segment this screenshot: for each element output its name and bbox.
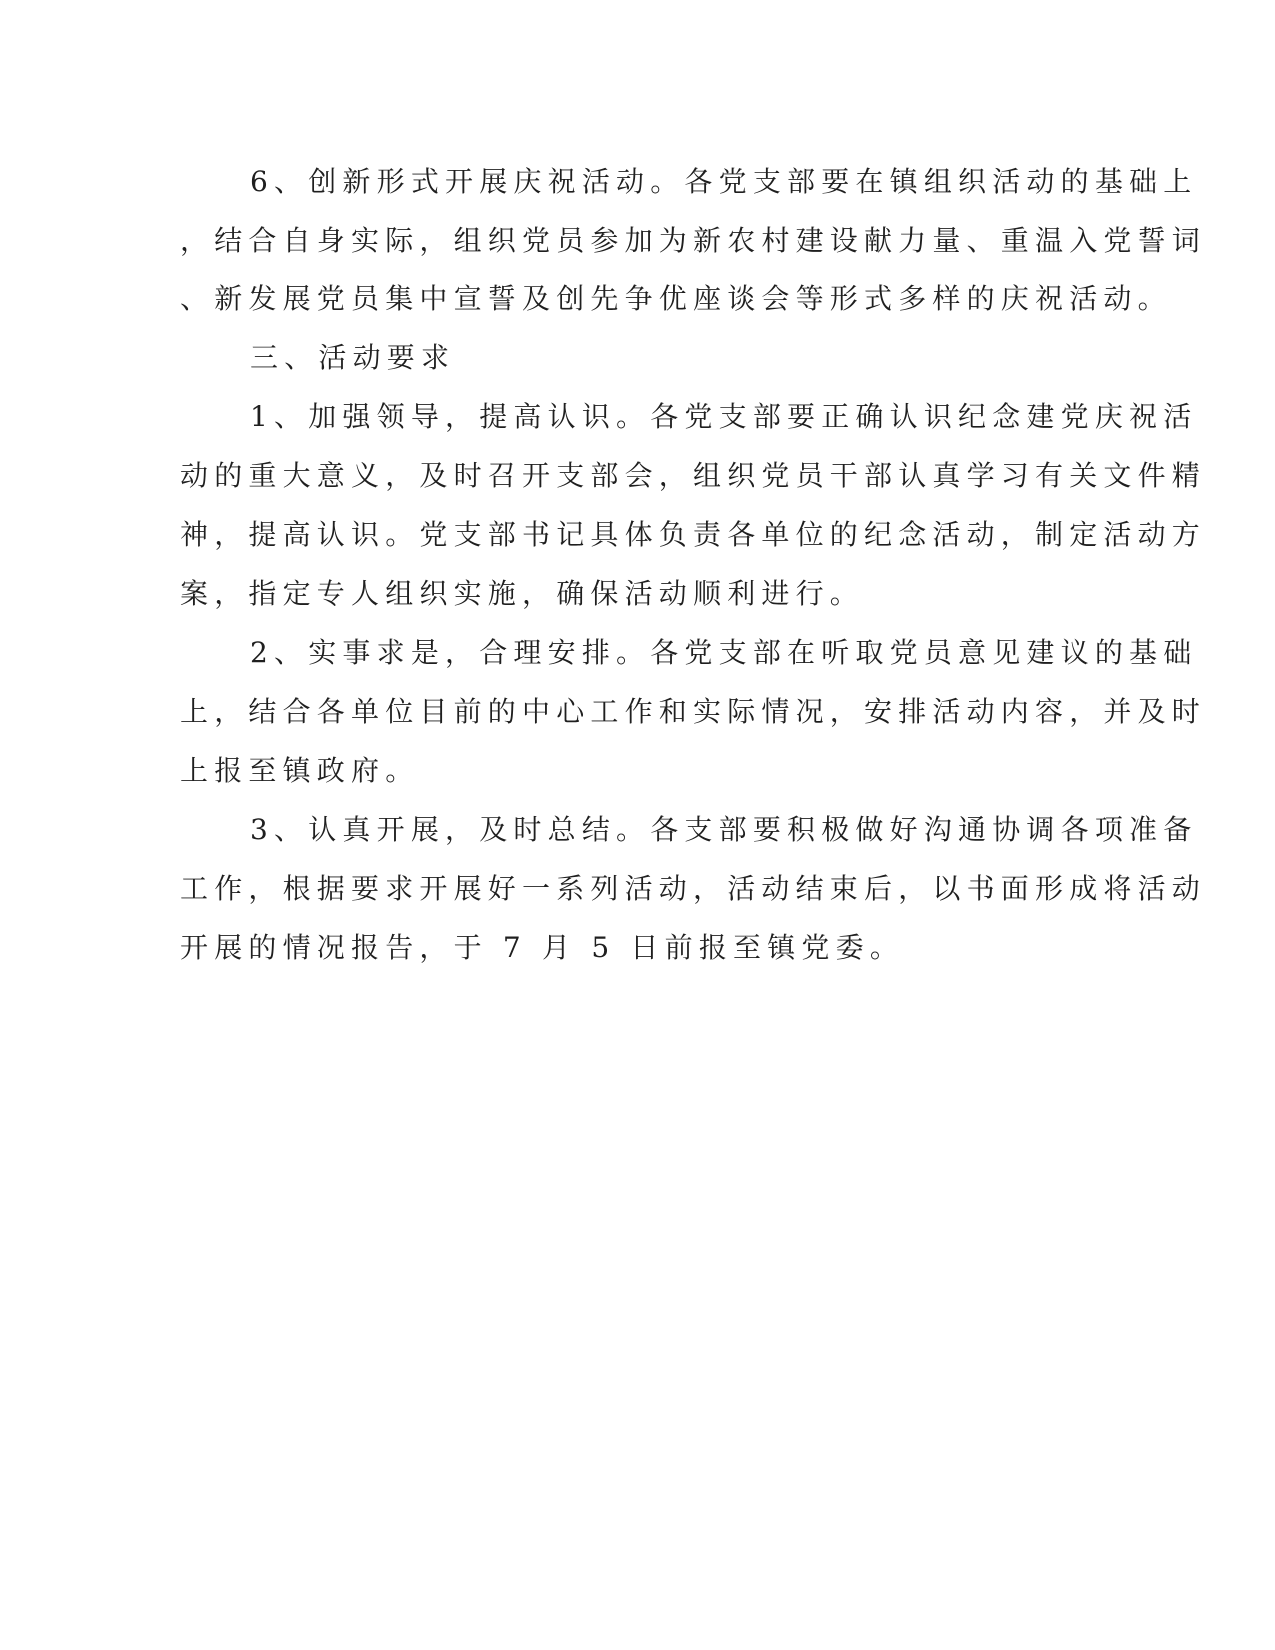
paragraph-3-line-1: 3、认真开展，及时总结。各支部要积极做好沟通协调各项准备 — [250, 813, 1198, 846]
paragraph-2-line-1: 2、实事求是，合理安排。各党支部在听取党员意见建议的基础 — [250, 636, 1198, 669]
paragraph-6-line-1: 6、创新形式开展庆祝活动。各党支部要在镇组织活动的基础上 — [250, 165, 1198, 198]
section-heading-activity-requirements: 三、活动要求 — [250, 341, 456, 374]
paragraph-6-line-3: 、新发展党员集中宣誓及创先争优座谈会等形式多样的庆祝活动。 — [180, 282, 1172, 315]
paragraph-1-line-1: 1、加强领导，提高认识。各党支部要正确认识纪念建党庆祝活 — [250, 400, 1198, 433]
paragraph-1-line-2: 动的重大意义，及时召开支部会，组织党员干部认真学习有关文件精 — [180, 459, 1207, 492]
paragraph-2-line-2: 上，结合各单位目前的中心工作和实际情况，安排活动内容，并及时 — [180, 695, 1207, 728]
paragraph-6-line-2: ，结合自身实际，组织党员参加为新农村建设献力量、重温入党誓词 — [180, 224, 1207, 257]
paragraph-1-line-4: 案，指定专人组织实施，确保活动顺利进行。 — [180, 577, 865, 610]
paragraph-3-line-2: 工作，根据要求开展好一系列活动，活动结束后，以书面形成将活动 — [180, 872, 1207, 905]
paragraph-1-line-3: 神，提高认识。党支部书记具体负责各单位的纪念活动，制定活动方 — [180, 518, 1207, 551]
paragraph-3-line-3: 开展的情况报告，于 7 月 5 日前报至镇党委。 — [180, 931, 905, 964]
paragraph-2-line-3: 上报至镇政府。 — [180, 754, 420, 787]
